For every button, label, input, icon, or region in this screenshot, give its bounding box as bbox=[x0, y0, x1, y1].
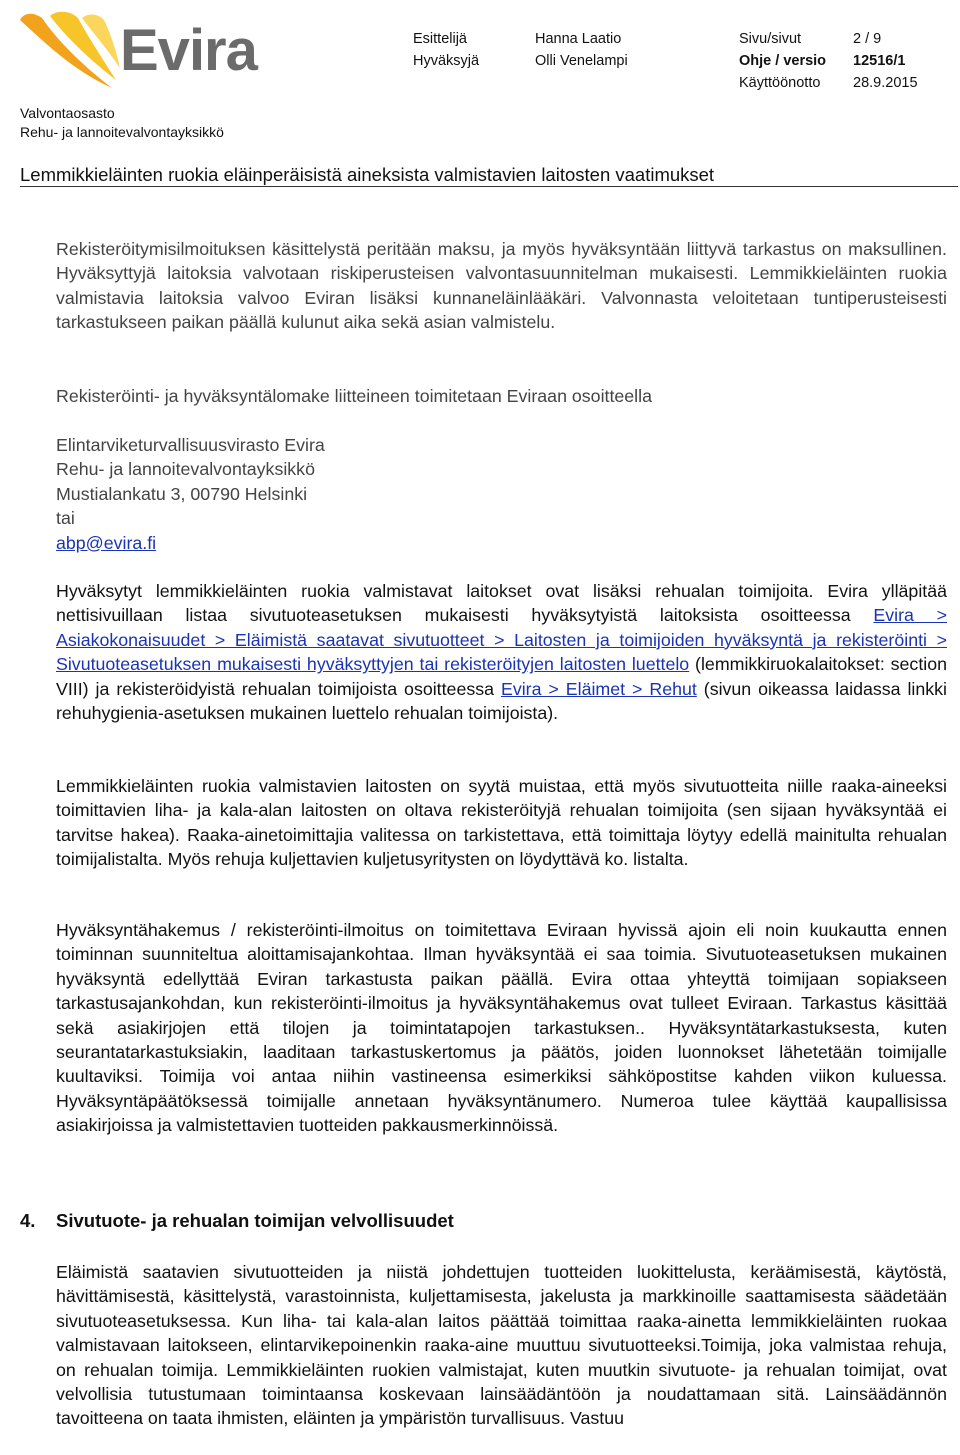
section-title: Sivutuote- ja rehualan toimijan velvollisuudet bbox=[56, 1210, 454, 1231]
paragraph-registry bbox=[56, 579, 947, 725]
unit: Rehu- ja lannoitevalvontayksikkö bbox=[20, 124, 224, 140]
department: Valvontaosasto bbox=[20, 105, 115, 121]
address-line-4: tai bbox=[56, 508, 75, 529]
registry-link-feeds[interactable]: Evira > Eläimet > Rehut bbox=[500, 678, 697, 699]
paragraph-fees-text: Rekisteröitymisilmoituksen käsittelystä peritään maksu, ja myös hyväksyntään liittyvä tarkastus on maksullinen. Hyväksyttyjä laitoksia valvotaan riskiperusteisen valvontasuunnitelman mukaisesti. Lemmikkieläinten ruokia valmistavia laitoksia valvoo Eviran lisäksi kunnaneläinlääkäri. Valvonnasta veloitetaan tuntiperusteisesti tarkastukseen paikan päällä kulunut aika sekä asian valmistelu. bbox=[56, 239, 947, 333]
address-line-2: Rehu- ja lannoitevalvontayksikkö bbox=[56, 459, 315, 480]
logo-text: Evira bbox=[120, 18, 257, 83]
paragraph-obligations bbox=[56, 1260, 947, 1431]
esittelija-name: Hanna Laatio bbox=[535, 31, 622, 47]
paragraph-fees bbox=[56, 237, 947, 335]
esittelija-label: Esittelijä bbox=[413, 31, 467, 47]
address-block bbox=[56, 433, 947, 555]
registry-text-c: (sivun oikeassa laidassa linkki rehuhygienia-asetuksen mukainen luettelo rehualan toimijoista). bbox=[56, 678, 948, 724]
hyvaksyja-label: Hyväksyjä bbox=[413, 53, 480, 69]
paragraph-obligations-text: Eläimistä saatavien sivutuotteiden ja niistä johdettujen tuotteiden luokittelusta, keräämisestä, käytöstä, hävittämisestä, käsittelystä, varastoinnista, kuljettamisesta, jakelusta ja markkinoille saattamisesta säädetään sivutuoteasetuksessa. Kun liha- tai kala-alan laitos päättää toimittaa raaka-ainetta lemmikkieläinten ruokaa valmistavaan laitokseen, elintarvikepoinenkin raaka-aine muuttuu sivutuotteeksi.Toimija, joka valmistaa rehuja, on rehualan toimija. Lemmikkieläinten ruokien valmistajat, kuten muutkin sivutuote- ja rehualan toimijat, ovat velvollisia tutustumaan toimintaansa koskevaan lainsäädäntöön ja noudattamaan sitä. Lainsäädännön tavoitteena on taata ihmisten, eläinten ja ympäristön turvallisuus. Vastuu bbox=[56, 1262, 947, 1429]
paragraph-registry-text bbox=[56, 579, 947, 725]
paragraph-submission bbox=[56, 384, 947, 408]
header-divider bbox=[20, 186, 958, 187]
registry-link-byproducts[interactable]: Evira > Asiakokonaisuudet > Eläimistä saatavat sivutuotteet > Laitosten ja toimijoiden hyväksyntä ja rekisteröinti > Sivutuoteasetuksen mukaisesti hyväksyttyjen tai rekisteröityjen laitosten luettelo bbox=[56, 605, 948, 675]
paragraph-submission-text: Rekisteröinti- ja hyväksyntälomake liitteineen toimitetaan Eviraan osoitteella bbox=[56, 386, 652, 406]
kayttoonotto-label: Käyttöönotto bbox=[739, 75, 821, 91]
ohje-label: Ohje / versio bbox=[739, 53, 827, 69]
paragraph-application-text: Hyväksyntähakemus / rekisteröinti-ilmoitus on toimitettava Eviraan hyvissä ajoin eli noin kuukautta ennen toiminnan suunniteltua aloittamisajankohtaa. Ilman hyväksyntää ei saa toimia. Sivutuoteasetuksen mukainen hyväksyntä edellyttää Eviran tarkastusta paikan päällä. Evira ottaa yhteyttä toimijaan sopiakseen tarkastusajankohdan, kun rekisteröinti-ilmoitus ja hyväksyntähakemus ovat tulleet Eviraan. Tarkastus käsittää sekä asiakirjojen että tilojen ja toimintatapojen tarkastuksen.. Hyväksyntätarkastuksesta, kuten seurantatarkastuksiakin, laaditaan tarkastuskertomus ja päätös, joiden luonnokset lähetetään toimijalle kuultaviksi. Toimija voi antaa niihin vastineensa esimerkiksi sähköpostitse kahden viikon kuluessa. Hyväksyntäpäätöksessä toimijalle annetaan hyväksyntänumero. Numeroa tulee käyttää kaupallisissa asiakirjoissa ja valmistettavien tuotteiden pakkausmerkinnöissä. bbox=[56, 920, 947, 1136]
section-number: 4. bbox=[20, 1210, 36, 1231]
paragraph-suppliers-text: Lemmikkieläinten ruokia valmistavien laitosten on syytä muistaa, että myös sivutuotteita niille raaka-aineeksi toimittavien liha- ja kala-alan laitosten on oltava rekisteröityjä rehualan toimijoita (sen sijaan hyväksyntää ei tarvitse hakea). Raaka-ainetoimittajia valitessa on tarkistettava, että toimittaja löytyy edellä mainitulta rehualan toimijalistalta. Myös rehuja kuljettavien kuljetusyritysten on löydyttävä ko. listalta. bbox=[56, 776, 947, 870]
paragraph-application bbox=[56, 918, 947, 1138]
sivu-value: 2 / 9 bbox=[853, 31, 882, 47]
hyvaksyja-name: Olli Venelampi bbox=[535, 53, 628, 69]
registry-text-b: (lemmikkiruokalaitokset: section VIII) ja rekisteröidyistä rehualan toimijoista osoitteessa bbox=[56, 654, 947, 699]
address-line-3: Mustialankatu 3, 00790 Helsinki bbox=[56, 483, 308, 504]
email-link[interactable]: abp@evira.fi bbox=[56, 532, 157, 553]
paragraph-suppliers bbox=[56, 774, 947, 872]
kayttoonotto-value: 28.9.2015 bbox=[853, 75, 918, 91]
ohje-value: 12516/1 bbox=[853, 53, 906, 69]
registry-text-a: Hyväksytyt lemmikkieläinten ruokia valmistavat laitokset ovat lisäksi rehualan toimijoita. Evira ylläpitää nettisivuillaan listaa sivutuoteasetuksen mukaisesti hyväksytyistä laitoksista osoitteessa bbox=[56, 581, 947, 626]
section-heading bbox=[20, 1210, 454, 1232]
address-line-1: Elintarviketurvallisuusvirasto Evira bbox=[56, 435, 325, 455]
document-title: Lemmikkieläinten ruokia eläinperäisistä aineksista valmistavien laitosten vaatimukset bbox=[20, 164, 715, 185]
sivu-label: Sivu/sivut bbox=[739, 31, 802, 47]
